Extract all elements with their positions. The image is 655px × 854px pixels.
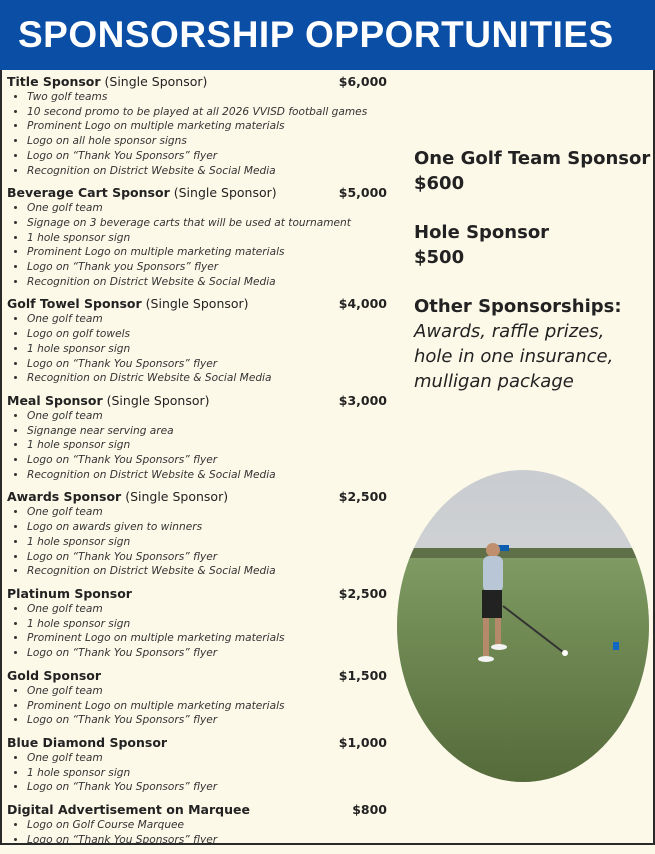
tier-benefits bbox=[7, 751, 387, 795]
tier-name: Gold Sponsor bbox=[7, 667, 102, 683]
tier-benefits bbox=[7, 312, 387, 386]
tier-title bbox=[7, 489, 228, 505]
header-banner bbox=[0, 0, 655, 70]
benefit-item: • One golf team bbox=[27, 409, 387, 424]
tier-price: $3,000 bbox=[338, 392, 387, 408]
tier-header bbox=[7, 802, 387, 818]
tier-header bbox=[7, 668, 387, 684]
tier-benefits bbox=[7, 505, 387, 579]
benefit-item: • Logo on Golf Course Marquee bbox=[27, 818, 387, 833]
benefit-item: • Recognition on District Website & Social Media bbox=[27, 164, 387, 179]
benefit-item: • 1 hole sponsor sign bbox=[27, 535, 387, 550]
benefit-item: • Signage on 3 beverage carts that will be used at tournament bbox=[27, 216, 387, 231]
tier-title bbox=[7, 735, 167, 751]
benefit-item: • Prominent Logo on multiple marketing materials bbox=[27, 245, 387, 260]
sponsorship-tier bbox=[7, 802, 387, 847]
tier-title bbox=[7, 296, 249, 312]
tier-title bbox=[7, 586, 132, 602]
benefit-item: • 1 hole sponsor sign bbox=[27, 342, 387, 357]
tier-header bbox=[7, 586, 387, 602]
tier-header bbox=[7, 296, 387, 312]
tier-title bbox=[7, 668, 101, 684]
benefit-item: • Logo on “Thank you Sponsors” flyer bbox=[27, 260, 387, 275]
benefit-item: • 1 hole sponsor sign bbox=[27, 617, 387, 632]
tier-header bbox=[7, 489, 387, 505]
benefit-item: • One golf team bbox=[27, 201, 387, 216]
benefit-item: • Recognition on District Website & Social Media bbox=[27, 564, 387, 579]
tier-price: $800 bbox=[352, 802, 387, 818]
benefit-item: • Signange near serving area bbox=[27, 424, 387, 439]
tier-benefits bbox=[7, 602, 387, 661]
other-sponsorships-line: mulligan package bbox=[414, 371, 574, 392]
tier-note: (Single Sponsor) bbox=[145, 296, 249, 312]
golf-team-sponsor-label: One Golf Team Sponsor bbox=[414, 148, 651, 169]
tier-note: (Single Sponsor) bbox=[104, 74, 208, 89]
benefit-item: • Prominent Logo on multiple marketing materials bbox=[27, 119, 387, 134]
benefit-item: • 1 hole sponsor sign bbox=[27, 231, 387, 246]
benefit-item: • 1 hole sponsor sign bbox=[27, 438, 387, 453]
tier-name: Blue Diamond Sponsor bbox=[7, 734, 168, 750]
tier-price: $1,000 bbox=[338, 734, 387, 750]
sponsorship-tier bbox=[7, 735, 387, 795]
sponsorship-tier bbox=[7, 185, 387, 289]
tier-benefits bbox=[7, 409, 387, 483]
benefit-item: • Recognition on District Website & Social Media bbox=[27, 275, 387, 290]
golf-team-sponsor-price: $600 bbox=[414, 173, 465, 194]
tier-title bbox=[7, 393, 210, 409]
benefit-item: • Logo on golf towels bbox=[27, 327, 387, 342]
hole-sponsor-price: $500 bbox=[414, 247, 465, 268]
tier-benefits bbox=[7, 201, 387, 289]
benefit-item: • Two golf teams bbox=[27, 90, 387, 105]
other-sponsorships-line: hole in one insurance, bbox=[414, 346, 614, 367]
tier-header bbox=[7, 74, 387, 90]
additional-sponsorships bbox=[414, 146, 654, 394]
golfer-photo bbox=[397, 470, 649, 782]
benefit-item: • One golf team bbox=[27, 684, 387, 699]
benefit-item: • 10 second promo to be played at all 2026 VVISD football games bbox=[27, 105, 387, 120]
tier-header bbox=[7, 185, 387, 201]
benefit-item: • Logo on awards given to winners bbox=[27, 520, 387, 535]
tier-title bbox=[7, 74, 207, 90]
benefit-item: • Logo on all hole sponsor signs bbox=[27, 134, 387, 149]
benefit-item: • Recognition on Distric Website & Social Media bbox=[27, 371, 387, 386]
sponsorship-list bbox=[7, 74, 387, 854]
tier-price: $1,500 bbox=[338, 667, 387, 683]
benefit-item: • Logo on “Thank You Sponsors” flyer bbox=[27, 550, 387, 565]
benefit-item: • One golf team bbox=[27, 312, 387, 327]
tier-note: (Single Sponsor) bbox=[106, 392, 210, 408]
sponsorship-tier bbox=[7, 586, 387, 661]
benefit-item: • Recognition on District Website & Social Media bbox=[27, 468, 387, 483]
hole-sponsor-label: Hole Sponsor bbox=[414, 222, 550, 243]
tier-name: Meal Sponsor bbox=[7, 392, 103, 408]
tier-note: (Single Sponsor) bbox=[173, 185, 277, 201]
page-title: SPONSORSHIP OPPORTUNITIES bbox=[18, 14, 614, 55]
tier-benefits bbox=[7, 90, 387, 178]
tier-name: Digital Advertisement on Marquee bbox=[7, 802, 250, 818]
tier-title bbox=[7, 185, 277, 201]
other-sponsorships-label: Other Sponsorships: bbox=[414, 296, 622, 317]
benefit-item: • One golf team bbox=[27, 751, 387, 766]
tier-name: Golf Towel Sponsor bbox=[7, 296, 142, 312]
tier-header bbox=[7, 735, 387, 751]
tier-title bbox=[7, 802, 250, 818]
benefit-item: • Logo on “Thank You Sponsors” flyer bbox=[27, 646, 387, 661]
tier-header bbox=[7, 393, 387, 409]
tier-price: $4,000 bbox=[338, 296, 387, 312]
sponsorship-tier bbox=[7, 393, 387, 483]
benefit-item: • Logo on “Thank You Sponsors” flyer bbox=[27, 833, 387, 848]
benefit-item: • Prominent Logo on multiple marketing materials bbox=[27, 631, 387, 646]
tier-name: Beverage Cart Sponsor bbox=[7, 185, 170, 201]
benefit-item: • Logo on “Thank You Sponsors” flyer bbox=[27, 780, 387, 795]
tier-price: $6,000 bbox=[338, 74, 387, 89]
benefit-item: • One golf team bbox=[27, 505, 387, 520]
benefit-item: • Logo on “Thank You Sponsors” flyer bbox=[27, 453, 387, 468]
benefit-item: • Logo on “Thank You Sponsors” flyer bbox=[27, 357, 387, 372]
benefit-item: • Prominent Logo on multiple marketing materials bbox=[27, 699, 387, 714]
benefit-item: • Logo on “Thank You Sponsors” flyer bbox=[27, 149, 387, 164]
other-sponsorships-line: Awards, raffle prizes, bbox=[414, 321, 605, 342]
sponsorship-tier bbox=[7, 489, 387, 579]
tier-benefits bbox=[7, 684, 387, 728]
sponsorship-tier bbox=[7, 668, 387, 728]
tier-name: Title Sponsor bbox=[7, 74, 101, 89]
tier-name: Awards Sponsor bbox=[7, 489, 122, 505]
tier-benefits bbox=[7, 818, 387, 847]
sponsorship-tier bbox=[7, 74, 387, 178]
tier-note: (Single Sponsor) bbox=[125, 489, 229, 505]
tier-price: $5,000 bbox=[338, 185, 387, 201]
benefit-item: • Logo on “Thank You Sponsors” flyer bbox=[27, 713, 387, 728]
benefit-item: • 1 hole sponsor sign bbox=[27, 766, 387, 781]
tier-price: $2,500 bbox=[338, 585, 387, 601]
tier-name: Platinum Sponsor bbox=[7, 585, 132, 601]
sponsorship-tier bbox=[7, 296, 387, 386]
tier-price: $2,500 bbox=[338, 489, 387, 505]
benefit-item: • One golf team bbox=[27, 602, 387, 617]
